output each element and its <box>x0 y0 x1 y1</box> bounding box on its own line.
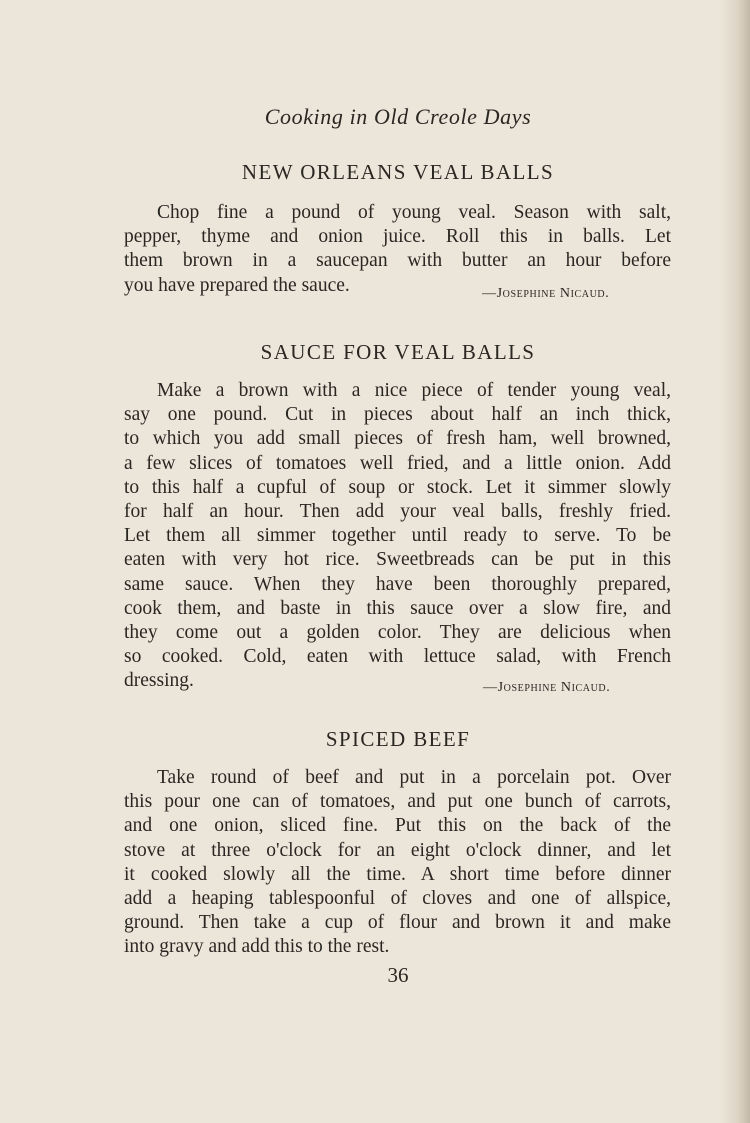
attribution-sauce: —Josephine Nicaud. <box>483 680 611 695</box>
text-line: they come out a golden color. They are delicious when <box>124 622 671 644</box>
text-line: cook them, and baste in this sauce over a slow fire, and <box>124 597 671 619</box>
text-line: to this half a cupful of soup or stock. Let it simmer slowly <box>124 476 671 498</box>
text-line: this pour one can of tomatoes, and put one bunch of carrots, <box>124 791 671 813</box>
text-line: add a heaping tablespoonful of cloves and one of allspice, <box>124 888 671 910</box>
recipe-body-sauce <box>124 379 671 694</box>
text-line: say one pound. Cut in pieces about half an inch thick, <box>124 404 671 426</box>
text-line: for half an hour. Then add your veal balls, freshly fried. <box>124 501 671 523</box>
text-line: eaten with very hot rice. Sweetbreads can be put in this <box>124 549 671 571</box>
text-line: stove at three o'clock for an eight o'clock dinner, and let <box>124 839 671 861</box>
running-head: Cooking in Old Creole Days <box>264 104 532 129</box>
text-line: it cooked slowly all the time. A short time before dinner <box>124 863 671 885</box>
recipe-title-veal-balls: NEW ORLEANS VEAL BALLS <box>241 160 555 184</box>
text-line: ground. Then take a cup of flour and brown it and make <box>124 912 671 934</box>
attribution-veal-balls: —Josephine Nicaud. <box>482 286 610 301</box>
text-line: them brown in a saucepan with butter an hour before <box>124 250 671 272</box>
text-line: dressing. <box>124 670 194 692</box>
recipe-title-spiced-beef: SPICED BEEF <box>325 727 471 751</box>
text-line: and one onion, sliced fine. Put this on the back of the <box>124 815 671 837</box>
text-line: Take round of beef and put in a porcelain pot. Over <box>157 767 671 788</box>
text-line: same sauce. When they have been thoroughly prepared, <box>124 573 671 595</box>
text-line: you have prepared the sauce. <box>124 274 350 296</box>
text-line: Chop fine a pound of young veal. Season with salt, <box>157 202 671 223</box>
text-line: to which you add small pieces of fresh ham, well browned, <box>124 428 671 450</box>
text-line: pepper, thyme and onion juice. Roll this in balls. Let <box>124 226 671 248</box>
text-line: Make a brown with a nice piece of tender young veal, <box>157 380 671 401</box>
recipe-body-veal-balls <box>124 201 671 298</box>
text-line: into gravy and add this to the rest. <box>124 936 390 958</box>
text-line: so cooked. Cold, eaten with lettuce salad, with French <box>124 646 671 668</box>
text-line: a few slices of tomatoes well fried, and a little onion. Add <box>124 452 671 474</box>
page-number: 36 <box>387 963 409 987</box>
text-line: Let them all simmer together until ready to serve. To be <box>124 525 671 547</box>
recipe-title-sauce: SAUCE FOR VEAL BALLS <box>260 340 536 364</box>
recipe-body-spiced-beef <box>124 766 671 960</box>
